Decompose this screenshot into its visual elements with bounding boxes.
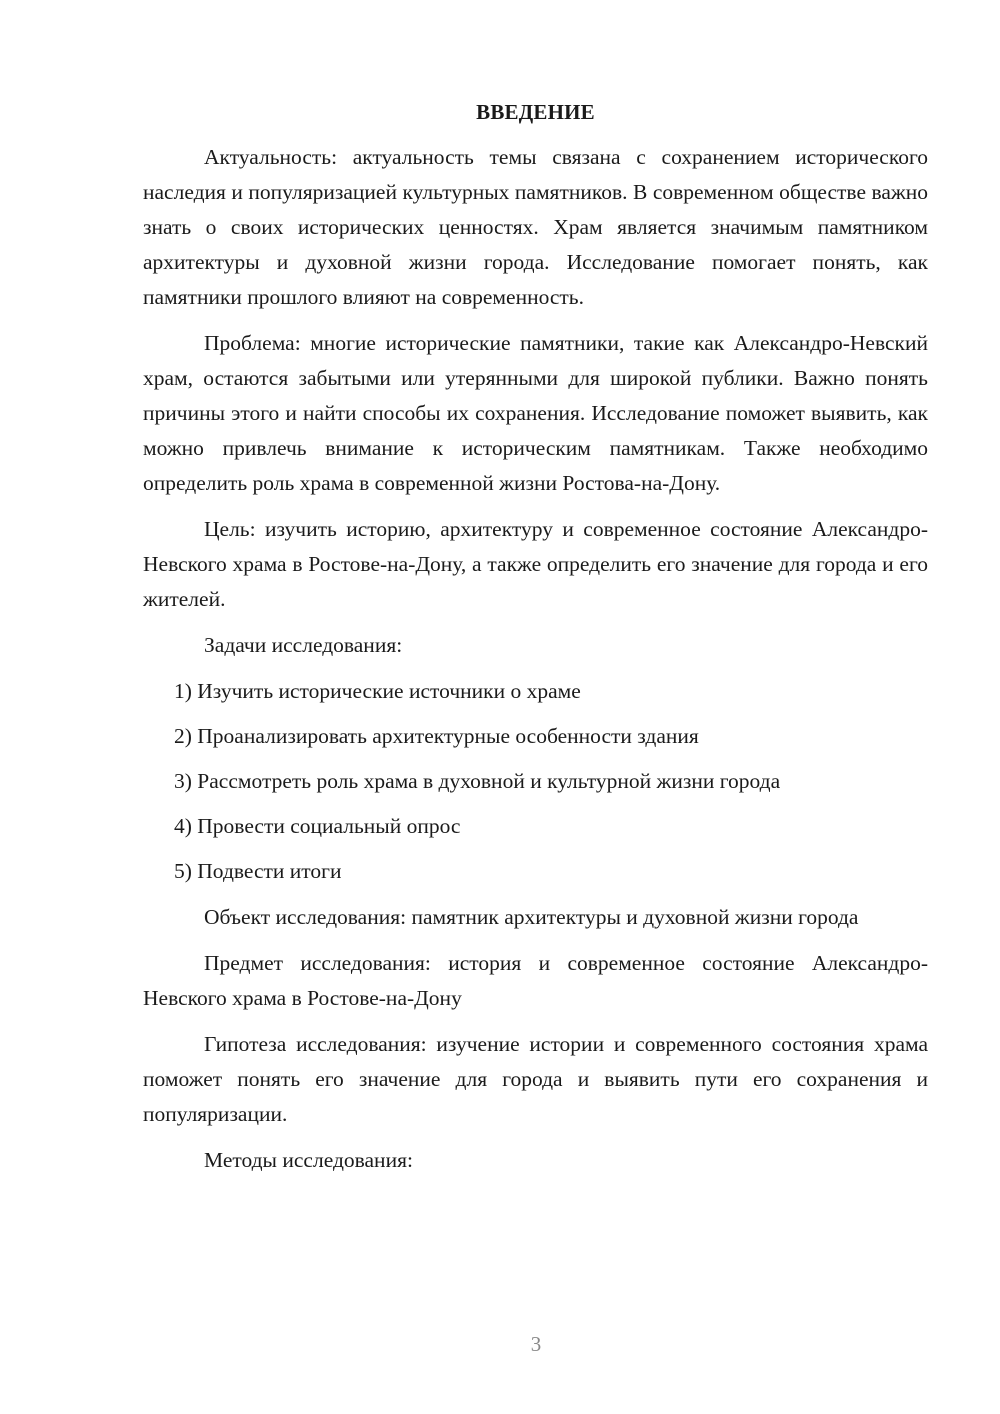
list-item: 3) Рассмотреть роль храма в духовной и культурной жизни города (174, 769, 781, 793)
tasks-list (143, 674, 928, 889)
methods-heading: Методы исследования: (204, 1148, 413, 1172)
list-item: 2) Проанализировать архитектурные особенности здания (174, 724, 699, 748)
document-page (143, 95, 928, 1189)
list-item: 4) Провести социальный опрос (174, 814, 461, 838)
list-item: 5) Подвести итоги (174, 859, 342, 883)
section-title: ВВЕДЕНИЕ (476, 100, 595, 124)
object-paragraph: Объект исследования: памятник архитектуры и духовной жизни города (204, 905, 859, 929)
page-number: 3 (530, 1332, 542, 1356)
goal-paragraph: Цель: изучить историю, архитектуру и современное состояние Александро-Невского храма в Ростове-на-Дону, а также определить его значение для города и его жителей. (143, 517, 928, 611)
hypothesis-paragraph: Гипотеза исследования: изучение истории и современного состояния храма поможет понять его значение для города и выявить пути его сохранения и популяризации. (143, 1032, 928, 1126)
tasks-heading: Задачи исследования: (204, 633, 403, 657)
subject-paragraph: Предмет исследования: история и современное состояние Александро-Невского храма в Ростове-на-Дону (143, 951, 928, 1010)
list-item: 1) Изучить исторические источники о храме (174, 679, 581, 703)
problem-paragraph: Проблема: многие исторические памятники, такие как Александро-Невский храм, остаются забытыми или утерянными для широкой публики. Важно понять причины этого и найти способы их сохранения. Исследование поможет выявить, как можно привлечь внимание к историческим памятникам. Также необходимо определить роль храма в современной жизни Ростова-на-Дону. (143, 331, 928, 495)
relevance-paragraph: Актуальность: актуальность темы связана с сохранением исторического наследия и популяризацией культурных памятников. В современном обществе важно знать о своих исторических ценностях. Храм является значимым памятником архитектуры и духовной жизни города. Исследование помогает понять, как памятники прошлого влияют на современность. (143, 145, 928, 309)
